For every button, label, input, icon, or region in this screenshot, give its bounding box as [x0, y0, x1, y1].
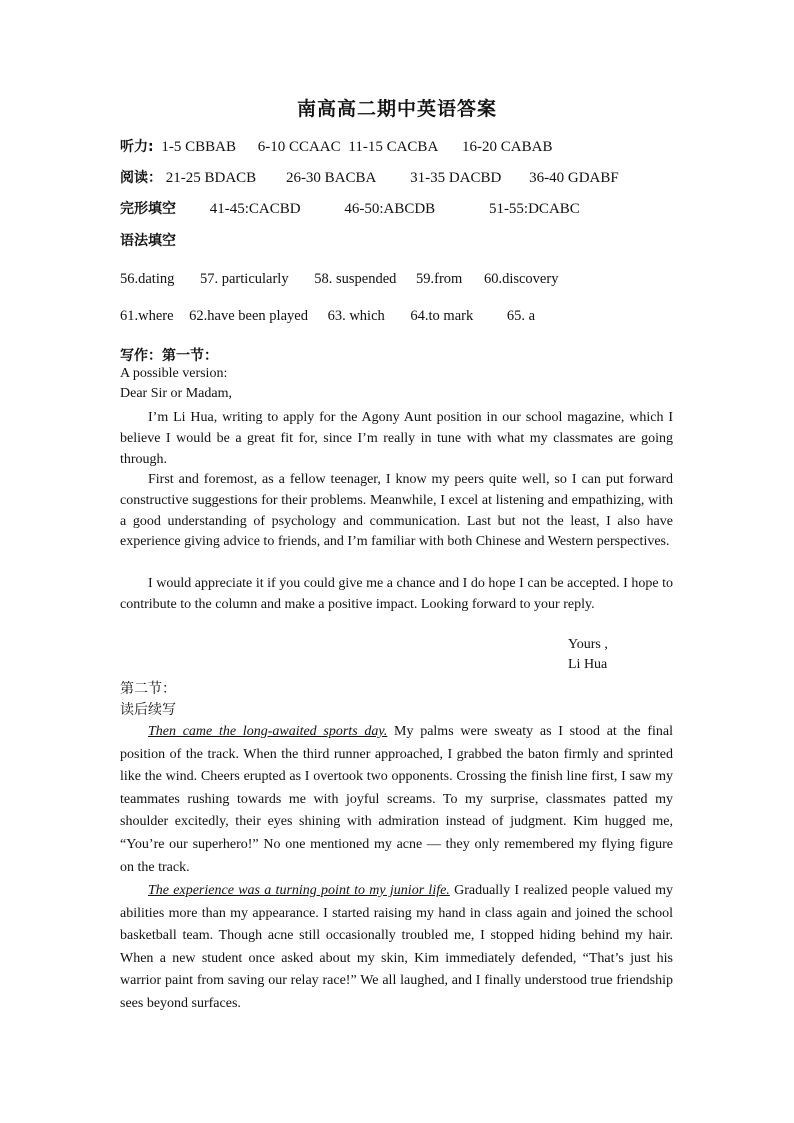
cloze-part: 51-55:DCABC: [488, 201, 580, 217]
paragraph-body: My palms were sweaty as I stood at the final position of the track. When the third runner approached, I grabbed the baton firmly and sprinted like the wind. Cheers erupted as I overtook two opponents. Crossing the finish line first, I saw my teammates rushing towards me with joyful screams. To my surprise, classmates patted my shoulder excitedly, their eyes shining with admiration instead of judgment. Kim hugged me, “You’re our superhero!” No one mentioned my acne — they only remembered my flying figure on the track.: [120, 724, 674, 875]
reading-part: 21-25 BDACB: [165, 170, 257, 186]
grammar-answer: 60.discovery: [483, 271, 559, 287]
letter-signature: Li Hua: [568, 657, 608, 672]
lead-sentence: The experience was a turning point to my junior life.: [148, 883, 450, 898]
grammar-answer: 61.where: [120, 308, 174, 324]
listening-part: 16-20 CABAB: [462, 139, 553, 155]
letter-paragraph: First and foremost, as a fellow teenager, I know my peers quite well, so I can put forward constructive suggestions for their problems. Meanwhile, I excel at listening and empathizing, with a good understanding of psychology and communication. Last but not the least, I also have experience giving advice to friends, and I’m familiar with both Chinese and Western perspectives.: [120, 472, 673, 550]
grammar-answer: 64.to mark: [410, 308, 474, 324]
listening-part: 11-15 CACBA: [348, 139, 439, 155]
cloze-part: 46-50:ABCDB: [344, 201, 436, 217]
grammar-answer: 58. suspended: [314, 271, 397, 287]
cloze-answers: [120, 198, 580, 218]
reading-part: 26-30 BACBA: [285, 170, 377, 186]
grammar-answer: 65. a: [506, 308, 536, 324]
listening-label: 听力:: [120, 139, 154, 155]
writing-heading: 写作：第一节：: [120, 348, 218, 364]
section2-heading: 第二节：: [120, 681, 176, 697]
reading-answers: [120, 167, 619, 187]
listening-answers: [120, 136, 552, 156]
letter-paragraph: I would appreciate it if you could give me a chance and I do hope I can be accepted. I hope to contribute to the column and make a positive impact. Looking forward to your reply.: [120, 576, 673, 612]
grammar-answer: 57. particularly: [200, 271, 289, 287]
grammar-answer: 62.have been played: [189, 308, 308, 324]
listening-part: 1-5 CBBAB: [161, 139, 236, 155]
grammar-row-2: [120, 308, 535, 325]
grammar-answer: 56.dating: [120, 271, 175, 287]
reading-part: 31-35 DACBD: [410, 170, 502, 186]
grammar-row-1: [120, 271, 558, 288]
grammar-heading: 语法填空: [120, 233, 176, 249]
version-note: A possible version:: [120, 366, 228, 381]
paragraph-body: Gradually I realized people valued my abilities more than my appearance. I started raising my hand in class again and joined the school basketball team. Though acne still occasionally troubled me, I stopped hiding behind my hair. When a new student once asked about my skin, Kim immediately defended, “That’s just his warrior paint from saving our relay race!” We all laughed, and I finally understood true friendship sees beyond surfaces.: [120, 883, 673, 1011]
cloze-part: 41-45:CACBD: [209, 201, 301, 217]
letter-paragraph: I’m Li Hua, writing to apply for the Agony Aunt position in our school magazine, which I believe I would be a great fit for, since I’m really in tune with what my classmates are going through.: [120, 410, 673, 467]
grammar-answer: 59.from: [416, 271, 463, 287]
letter-salutation: Dear Sir or Madam,: [120, 386, 232, 401]
lead-sentence: Then came the long-awaited sports day.: [148, 724, 388, 739]
page-title: 南高高二期中英语答案: [296, 99, 497, 120]
letter-closing: Yours ,: [568, 637, 608, 652]
continuation-paragraph: [120, 880, 673, 1016]
continuation-paragraph: [120, 721, 673, 879]
cloze-label: 完形填空: [120, 201, 176, 217]
grammar-answer: 63. which: [327, 308, 385, 324]
section2-subheading: 读后续写: [120, 702, 176, 718]
listening-part: 6-10 CCAAC: [257, 139, 341, 155]
reading-part: 36-40 GDABF: [529, 170, 619, 186]
reading-label: 阅读：: [120, 170, 162, 186]
